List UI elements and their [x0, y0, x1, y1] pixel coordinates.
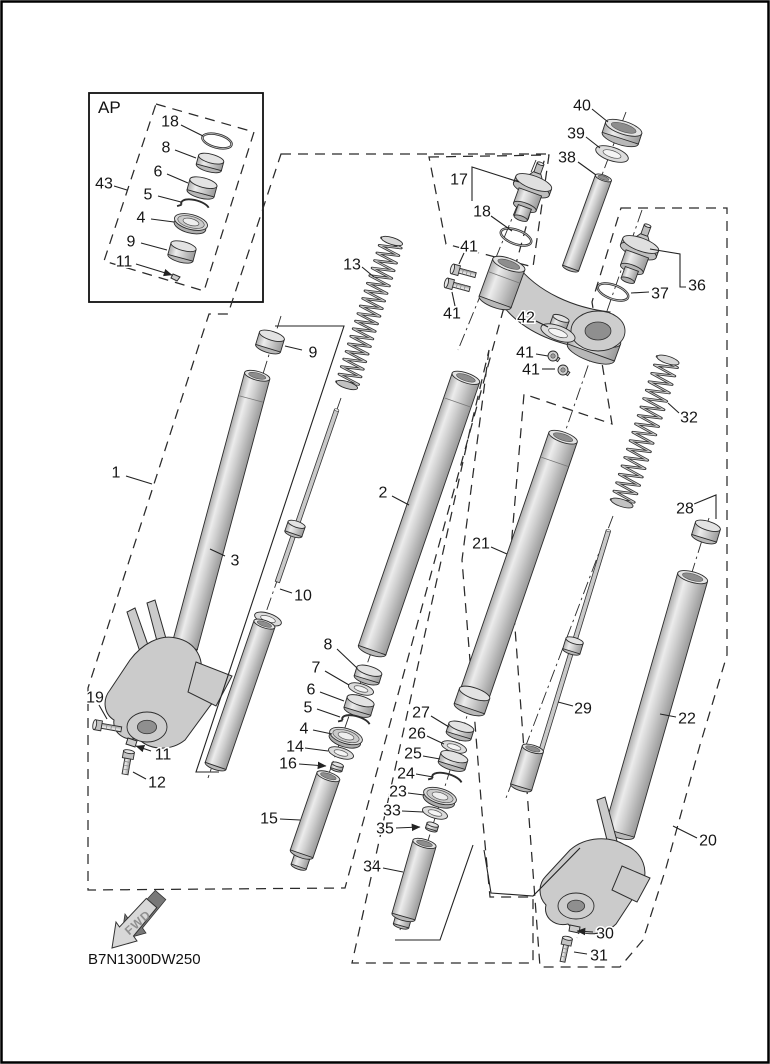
- callout-5: 5: [303, 699, 313, 717]
- callout-19: 19: [86, 689, 104, 707]
- callout-41: 41: [443, 305, 461, 323]
- axle-clamp-left: [127, 712, 167, 742]
- callout-17: 17: [450, 171, 468, 189]
- callout-9: 9: [308, 344, 318, 362]
- callout-41: 41: [522, 361, 540, 379]
- callout-22: 22: [678, 710, 696, 728]
- callout-3: 3: [230, 552, 240, 570]
- callout-35: 35: [376, 820, 394, 838]
- callout-26: 26: [408, 725, 426, 743]
- callout-28: 28: [676, 500, 694, 518]
- bracket-right-boss: [571, 311, 625, 351]
- callout-7: 7: [311, 659, 321, 677]
- callout-20: 20: [699, 832, 717, 850]
- callout-16: 16: [279, 755, 297, 773]
- callout-41: 41: [460, 238, 478, 256]
- axle-clamp-right: [558, 893, 594, 919]
- callout-12: 12: [148, 774, 166, 792]
- drawing-code: B7N1300DW250: [88, 951, 201, 968]
- callout-18: 18: [161, 113, 179, 131]
- callout-42: 42: [517, 309, 535, 327]
- callout-24: 24: [397, 765, 415, 783]
- callout-40: 40: [573, 97, 591, 115]
- callout-34: 34: [363, 858, 381, 876]
- callout-21: 21: [472, 535, 490, 553]
- ap-label: AP: [98, 98, 121, 117]
- callout-11: 11: [115, 253, 133, 271]
- callout-8: 8: [323, 636, 333, 654]
- callout-32: 32: [680, 409, 698, 427]
- callout-30: 30: [596, 925, 614, 943]
- callout-4: 4: [136, 209, 146, 227]
- callout-41: 41: [516, 344, 534, 362]
- callout-1: 1: [111, 464, 121, 482]
- callout-9: 9: [126, 233, 136, 251]
- callout-10: 10: [294, 587, 312, 605]
- callout-27: 27: [412, 704, 430, 722]
- callout-15: 15: [260, 810, 278, 828]
- callout-43: 43: [95, 175, 113, 193]
- callout-13: 13: [343, 256, 361, 274]
- callout-5: 5: [143, 186, 153, 204]
- callout-11: 11: [154, 746, 172, 764]
- callout-29: 29: [574, 700, 592, 718]
- callout-33: 33: [383, 802, 401, 820]
- callout-37: 37: [651, 285, 669, 303]
- callout-6: 6: [153, 163, 163, 181]
- callout-31: 31: [590, 947, 608, 965]
- callout-8: 8: [161, 139, 171, 157]
- callout-36: 36: [688, 277, 706, 295]
- callout-14: 14: [286, 738, 304, 756]
- callout-39: 39: [567, 125, 585, 143]
- callout-18: 18: [473, 203, 491, 221]
- callout-38: 38: [558, 149, 576, 167]
- callout-4: 4: [299, 720, 309, 738]
- callout-25: 25: [404, 745, 422, 763]
- page-border: [2, 2, 769, 1063]
- clip-30: [569, 925, 580, 933]
- callout-2: 2: [378, 484, 388, 502]
- fwd-arrow-label: FWD: [121, 907, 154, 938]
- callout-6: 6: [306, 681, 316, 699]
- callout-23: 23: [389, 783, 407, 801]
